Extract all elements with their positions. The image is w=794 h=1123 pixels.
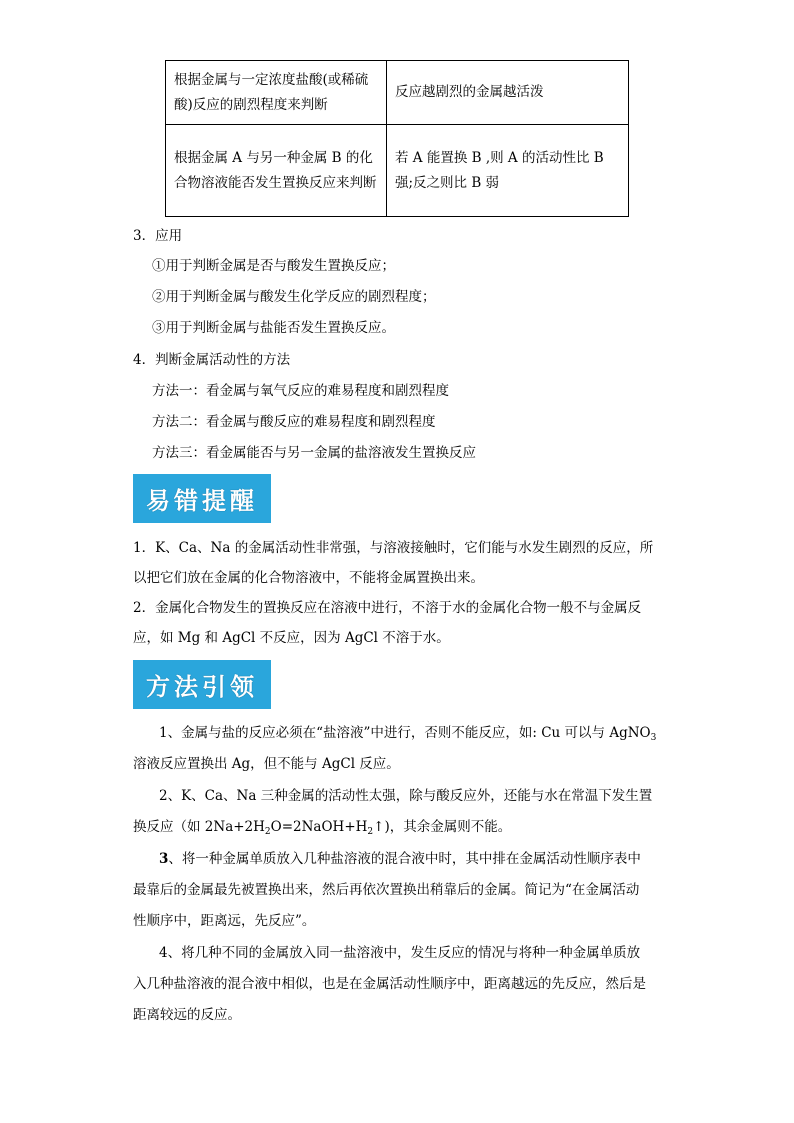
tip-line: 2．金属化合物发生的置换反应在溶液中进行，不溶于水的金属化合物一般不与金属反 [133,600,642,616]
tip-line: 应，如 Mg 和 AgCl 不反应，因为 AgCl 不溶于水。 [133,630,450,646]
list-item: 方法三：看金属能否与另一金属的盐溶液发生置换反应 [152,445,476,461]
list-item: ①用于判断金属是否与酸发生置换反应； [152,258,395,274]
method-number: 3 [159,851,169,867]
table-cell-rule: 反应越剧烈的金属越活泼 [387,61,629,125]
subscript: 2 [367,827,374,837]
method-text: ↑)，其余金属则不能。 [373,819,512,835]
tip-line: 以把它们放在金属的化合物溶液中，不能将金属置换出来。 [133,570,484,586]
method-text: 换反应（如 2Na+2H [133,819,265,835]
method-text: O=2NaOH+H [270,819,368,835]
list-item: 方法二：看金属与酸反应的难易程度和剧烈程度 [152,414,436,430]
banner-label: 易错提醒 [146,487,258,515]
section-heading: 4．判断金属活动性的方法 [133,352,291,368]
method-guide-banner [133,660,271,709]
method-text: 1、金属与盐的反应必须在“盐溶液”中进行，否则不能反应，如: Cu 可以与 AgNO [159,725,651,741]
method-line: 溶液反应置换出 Ag，但不能与 AgCl 反应。 [133,756,400,772]
list-item: 方法一：看金属与氧气反应的难易程度和剧烈程度 [152,383,449,399]
table-cell-rule: 若 A 能置换 B ,则 A 的活动性比 B 强;反之则比 B 弱 [387,125,629,217]
method-line [159,723,656,748]
table-row [166,61,629,125]
list-item: ②用于判断金属与酸发生化学反应的剧烈程度； [152,289,436,305]
method-line [133,817,511,842]
subscript: 2 [264,827,271,837]
table-row [166,125,629,217]
list-item: ③用于判断金属与盐能否发生置换反应。 [152,320,395,336]
activity-judgement-table [165,60,629,217]
method-line: 入几种盐溶液的混合液中相似，也是在金属活动性顺序中，距离越远的先反应，然后是 [133,976,646,992]
subscript: 3 [650,733,657,743]
method-line: 性顺序中，距离远，先反应”。 [133,913,316,929]
table-cell-method: 根据金属与一定浓度盐酸(或稀硫酸)反应的剧烈程度来判断 [166,61,387,125]
method-line: 最靠后的金属最先被置换出来，然后再依次置换出稍靠后的金属。简记为“在金属活动 [133,882,640,898]
method-text: 、将一种金属单质放入几种盐溶液的混合液中时，其中排在金属活动性顺序表中 [168,851,641,867]
method-line: 2、K、Ca、Na 三种金属的活动性太强，除与酸反应外，还能与水在常温下发生置 [159,788,653,804]
method-line [159,849,641,869]
error-tips-banner [133,474,271,523]
table-cell-method: 根据金属 A 与另一种金属 B 的化合物溶液能否发生置换反应来判断 [166,125,387,217]
banner-label: 方法引领 [146,673,258,701]
section-heading: 3．应用 [133,228,183,244]
method-line: 4、将几种不同的金属放入同一盐溶液中，发生反应的情况与将种一种金属单质放 [159,945,641,961]
method-line: 距离较远的反应。 [133,1007,241,1023]
tip-line: 1．K、Ca、Na 的金属活动性非常强，与溶液接触时，它们能与水发生剧烈的反应，所 [133,540,654,556]
